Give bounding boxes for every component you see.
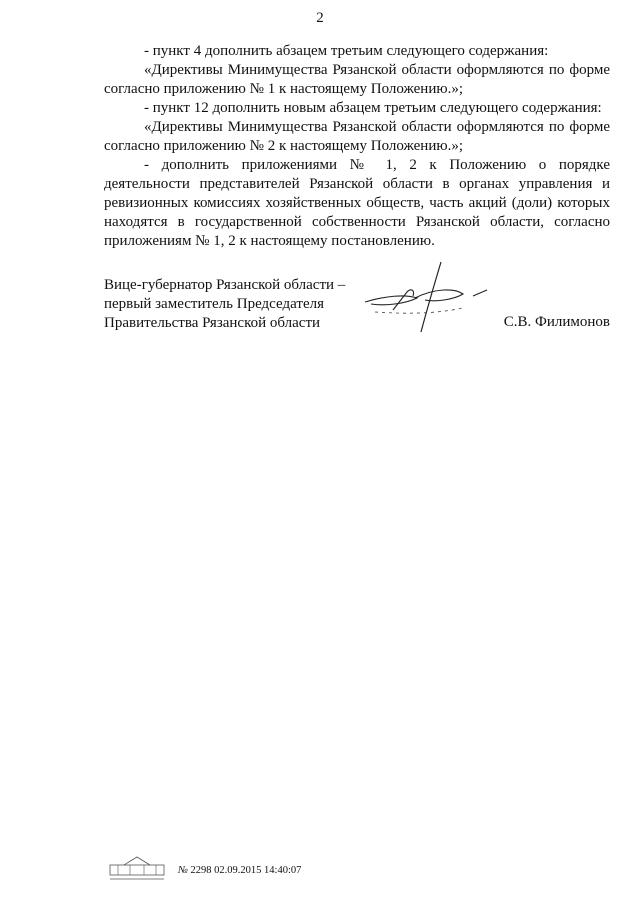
signatory-title-line: Правительства Рязанской области bbox=[104, 315, 321, 331]
paragraph-directive-1: «Директивы Минимущества Рязанской области оформляются по форме согласно приложению № 1 к настоящему Положению.»; bbox=[104, 62, 610, 97]
paragraph-item-4: - пункт 4 дополнить абзацем третьим следующего содержания: bbox=[144, 43, 549, 59]
handwritten-signature bbox=[345, 258, 505, 338]
registration-footer bbox=[104, 853, 364, 883]
document-registration bbox=[178, 865, 301, 876]
government-building-icon bbox=[104, 853, 170, 883]
registration-timestamp: 02.09.2015 14:40:07 bbox=[214, 865, 302, 876]
paragraph-directive-2: «Директивы Минимущества Рязанской области оформляются по форме согласно приложению № 2 к настоящему Положению.»; bbox=[104, 119, 610, 154]
signatory-title-line: Вице-губернатор Рязанской области – bbox=[104, 277, 346, 293]
signer-name: С.В. Филимонов bbox=[503, 314, 610, 330]
paragraph-item-12: - пункт 12 дополнить новым абзацем третьим следующего содержания: bbox=[144, 100, 602, 116]
document-body bbox=[104, 42, 610, 251]
number-sign: № bbox=[178, 865, 188, 876]
signatory-title-line: первый заместитель Председателя bbox=[104, 296, 324, 312]
paragraph-appendices: - дополнить приложениями № 1, 2 к Положению о порядке деятельности представителей Рязанской области в органах управления и ревизионных комиссиях хозяйственных обществ, часть акций (доли) которых находятся в государственной собственности Рязанской области, согласно приложениям № 1, 2 к настоящему постановлению. bbox=[104, 157, 610, 249]
page-number: 2 bbox=[316, 10, 324, 26]
signatory-title bbox=[104, 276, 345, 333]
document-number: 2298 bbox=[190, 865, 212, 876]
